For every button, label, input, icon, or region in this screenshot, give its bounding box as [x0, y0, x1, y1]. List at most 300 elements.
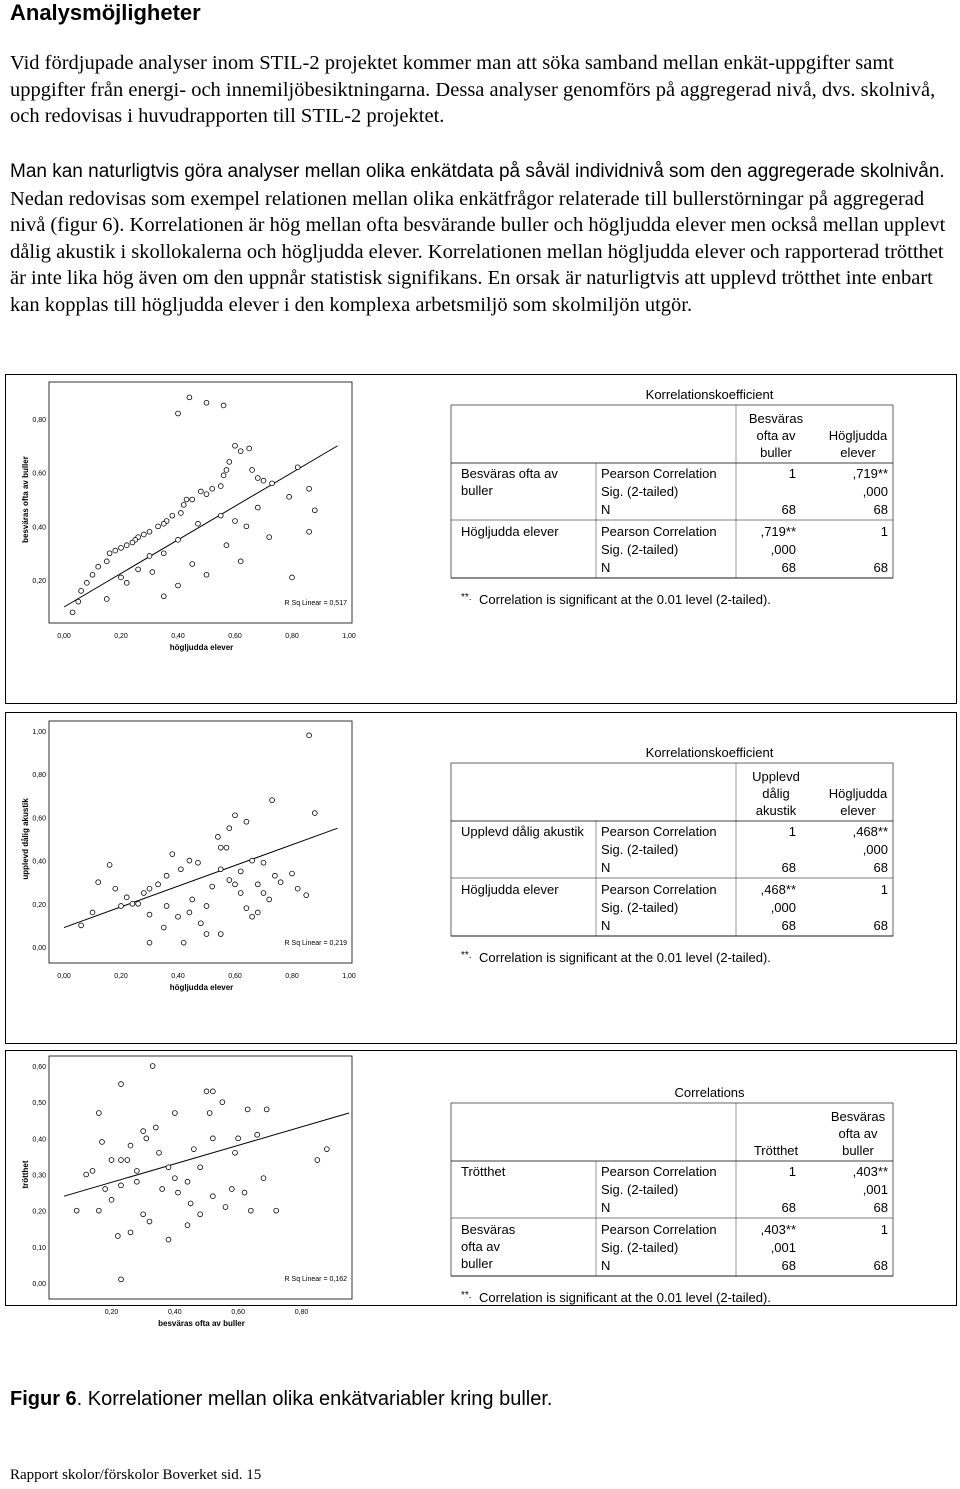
- stat-label: Sig. (2-tailed): [601, 1182, 679, 1197]
- data-point: [187, 395, 192, 400]
- y-axis-title: trötthet: [21, 1160, 30, 1189]
- stat-label: Pearson Correlation: [601, 882, 717, 897]
- column-header: elever: [840, 445, 876, 460]
- data-point: [153, 1125, 158, 1130]
- section-heading: Analysmöjligheter: [10, 0, 201, 25]
- column-header: ofta av: [756, 428, 796, 443]
- x-tick-label: 0,40: [171, 973, 185, 980]
- y-tick-label: 0,20: [32, 1208, 46, 1216]
- data-point: [278, 880, 283, 885]
- data-point: [204, 400, 209, 405]
- intro-paragraph: Vid fördjupade analyser inom STIL-2 projektet kommer man att söka samband mellan enkät-uppgifter samt uppgifter från energi- och innemiljöbesiktningarna. Dessa analyser genomförs på aggregerad nivå, dvs. skolnivå, och redovisas i huvudrapporten till STIL-2 projektet.: [10, 52, 936, 127]
- data-point: [176, 1190, 181, 1195]
- data-point: [198, 1165, 203, 1170]
- y-tick-label: 0,00: [32, 945, 46, 952]
- cell-value: ,403**: [852, 1164, 888, 1179]
- data-point: [307, 529, 312, 534]
- fit-line: [64, 1113, 349, 1196]
- data-point: [109, 1197, 114, 1202]
- figure-svg-1: [6, 375, 956, 703]
- cell-value: 1: [788, 824, 796, 839]
- data-point: [190, 562, 195, 567]
- data-point: [307, 733, 312, 738]
- y-tick-label: 0,50: [32, 1100, 46, 1108]
- data-point: [164, 873, 169, 878]
- data-point: [244, 524, 249, 529]
- cell-value: ,468**: [852, 824, 888, 839]
- stat-label: Sig. (2-tailed): [601, 900, 679, 915]
- y-tick-label: 0,30: [32, 1172, 46, 1180]
- data-point: [79, 588, 84, 593]
- data-point: [221, 473, 226, 478]
- stat-label: Pearson Correlation: [601, 1222, 717, 1237]
- data-point: [267, 897, 272, 902]
- stat-label: Pearson Correlation: [601, 1164, 717, 1179]
- stat-label: Pearson Correlation: [601, 466, 717, 481]
- data-point: [210, 486, 215, 491]
- data-point: [238, 891, 243, 896]
- data-point: [124, 543, 129, 548]
- data-point: [250, 858, 255, 863]
- data-point: [227, 878, 232, 883]
- data-point: [136, 567, 141, 572]
- table-title: Korrelationskoefficient: [645, 745, 774, 760]
- data-point: [172, 1176, 177, 1181]
- data-point: [233, 1150, 238, 1155]
- data-point: [245, 1107, 250, 1112]
- data-point: [210, 884, 215, 889]
- stat-label: N: [601, 502, 611, 517]
- data-point: [218, 867, 223, 872]
- x-tick-label: 0,20: [114, 633, 128, 640]
- data-point: [261, 891, 266, 896]
- data-point: [220, 1100, 225, 1105]
- figure-svg-3: [6, 1051, 956, 1328]
- cell-value: ,403**: [760, 1222, 796, 1237]
- data-point: [185, 1179, 190, 1184]
- data-point: [156, 524, 161, 529]
- data-point: [233, 443, 238, 448]
- data-point: [134, 1179, 139, 1184]
- data-point: [147, 1219, 152, 1224]
- y-tick-label: 0,60: [32, 1064, 46, 1071]
- y-tick-label: 0,80: [32, 416, 46, 424]
- data-point: [119, 545, 124, 550]
- data-point: [216, 834, 221, 839]
- data-point: [125, 1158, 130, 1163]
- table-title: Correlations: [674, 1085, 745, 1100]
- data-point: [166, 1165, 171, 1170]
- footnote: Correlation is significant at the 0.01 level (2-tailed).: [479, 950, 771, 965]
- data-point: [223, 1205, 228, 1210]
- cell-value: ,719**: [760, 524, 796, 539]
- data-point: [170, 513, 175, 518]
- stat-label: N: [601, 860, 611, 875]
- y-axis-title: besväras ofta av buller: [21, 456, 30, 543]
- data-point: [76, 599, 81, 604]
- cell-value: ,000: [770, 900, 796, 915]
- data-point: [250, 914, 255, 919]
- column-header: Högljudda: [828, 428, 888, 443]
- data-point: [70, 610, 75, 615]
- cell-value: ,468**: [760, 882, 796, 897]
- data-point: [74, 1208, 79, 1213]
- data-point: [164, 904, 169, 909]
- analysis-paragraph-body: Nedan redovisas som exempel relationen mellan olika enkätfrågor relaterade till bullerstörningar på aggregerad nivå (figur 6). Korrelationen är hög mellan ofta besvärande buller och högljudda elever men också mellan upplevt dålig akustik i skollokalerna och högljudda elever. Korrelationen mellan högljudda elever och rapporterad trötthet är inte lika hög även om den uppnår statistisk signifikans. En orsak är naturligtvis att upplevd trötthet inte enbart kan kopplas till högljudda elever i den komplexa arbetsmiljö som skolmiljön utgör.: [10, 187, 946, 316]
- data-point: [119, 1158, 124, 1163]
- y-tick-label: 0,40: [32, 858, 46, 866]
- data-point: [204, 1089, 209, 1094]
- data-point: [181, 940, 186, 945]
- cell-value: 68: [781, 860, 796, 875]
- data-point: [238, 559, 243, 564]
- row-label: Upplevd dålig akustik: [461, 824, 584, 839]
- row-label: buller: [461, 1256, 493, 1271]
- stat-label: Sig. (2-tailed): [601, 842, 679, 857]
- data-point: [90, 910, 95, 915]
- cell-value: 1: [880, 882, 888, 897]
- data-point: [312, 811, 317, 816]
- row-label: Högljudda elever: [461, 524, 559, 539]
- r-squared-label: R Sq Linear = 0,517: [284, 600, 347, 607]
- data-point: [79, 923, 84, 928]
- cell-value: 1: [880, 524, 888, 539]
- figure-panel-3: [5, 1050, 957, 1328]
- data-point: [236, 1136, 241, 1141]
- data-point: [255, 1132, 260, 1137]
- data-point: [274, 1208, 279, 1213]
- x-axis-title: högljudda elever: [169, 983, 234, 992]
- data-point: [227, 826, 232, 831]
- data-point: [109, 1158, 114, 1163]
- data-point: [90, 572, 95, 577]
- row-label: ofta av: [461, 1239, 501, 1254]
- data-point: [176, 914, 181, 919]
- data-point: [134, 1168, 139, 1173]
- data-point: [210, 1194, 215, 1199]
- data-point: [187, 910, 192, 915]
- data-point: [267, 535, 272, 540]
- data-point: [255, 476, 260, 481]
- data-point: [104, 559, 109, 564]
- row-label: buller: [461, 483, 493, 498]
- row-label: Trötthet: [461, 1164, 506, 1179]
- column-header: Trötthet: [753, 1143, 799, 1158]
- cell-value: 68: [873, 1200, 888, 1215]
- column-header: Besväras: [830, 1109, 886, 1124]
- y-tick-label: 0,40: [32, 1136, 46, 1144]
- data-point: [176, 537, 181, 542]
- correlation-table-1: [451, 387, 893, 607]
- data-point: [96, 1208, 101, 1213]
- data-point: [312, 508, 317, 513]
- data-point: [207, 1111, 212, 1116]
- cell-value: ,000: [862, 484, 888, 499]
- x-tick-label: 0,20: [104, 1309, 119, 1316]
- data-point: [290, 871, 295, 876]
- data-point: [224, 468, 229, 473]
- data-point: [147, 912, 152, 917]
- data-point: [233, 519, 238, 524]
- data-point: [161, 925, 166, 930]
- y-tick-label: 0,60: [32, 470, 46, 478]
- footnote-mark: **.: [461, 1290, 472, 1301]
- data-point: [181, 502, 186, 507]
- cell-value: 68: [873, 918, 888, 933]
- data-point: [290, 575, 295, 580]
- data-point: [190, 897, 195, 902]
- figure-panel-1: [5, 374, 957, 704]
- footnote: Correlation is significant at the 0.01 level (2-tailed).: [479, 1290, 771, 1305]
- plot-frame: [49, 382, 352, 623]
- data-point: [107, 551, 112, 556]
- data-point: [141, 1129, 146, 1134]
- data-point: [244, 819, 249, 824]
- data-point: [198, 1212, 203, 1217]
- data-point: [90, 1168, 95, 1173]
- data-point: [96, 564, 101, 569]
- data-point: [196, 860, 201, 865]
- stat-label: Sig. (2-tailed): [601, 484, 679, 499]
- column-header: akustik: [755, 803, 797, 818]
- y-tick-label: 0,80: [32, 772, 46, 780]
- cell-value: 68: [781, 502, 796, 517]
- data-point: [221, 403, 226, 408]
- figure-caption-text: . Korrelationer mellan olika enkätvariabler kring buller.: [76, 1388, 553, 1410]
- cell-value: 68: [873, 1258, 888, 1273]
- column-header: elever: [840, 803, 876, 818]
- data-point: [227, 459, 232, 464]
- x-axis-title: besväras ofta av buller: [158, 1319, 245, 1328]
- x-tick-label: 0,60: [228, 633, 242, 640]
- data-point: [187, 858, 192, 863]
- x-tick-label: 0,40: [171, 633, 185, 640]
- data-point: [104, 597, 109, 602]
- data-point: [84, 580, 89, 585]
- data-point: [270, 798, 275, 803]
- data-point: [161, 594, 166, 599]
- data-point: [229, 1187, 234, 1192]
- stat-label: Pearson Correlation: [601, 824, 717, 839]
- y-tick-label: 0,60: [32, 815, 46, 823]
- x-tick-label: 0,40: [168, 1309, 182, 1316]
- scatter-plot-2: [21, 721, 356, 992]
- data-point: [204, 572, 209, 577]
- data-point: [273, 873, 278, 878]
- cell-value: ,001: [862, 1182, 888, 1197]
- scatter-plot-3: [21, 1056, 352, 1328]
- data-point: [198, 489, 203, 494]
- data-point: [255, 910, 260, 915]
- data-point: [147, 940, 152, 945]
- r-squared-label: R Sq Linear = 0,162: [284, 1276, 347, 1283]
- cell-value: 68: [781, 560, 796, 575]
- data-point: [233, 882, 238, 887]
- x-tick-label: 0,20: [114, 973, 128, 980]
- data-point: [218, 513, 223, 518]
- stat-label: N: [601, 560, 611, 575]
- stat-label: Pearson Correlation: [601, 524, 717, 539]
- data-point: [210, 1136, 215, 1141]
- data-point: [156, 882, 161, 887]
- figure-svg-2: [6, 713, 956, 1043]
- data-point: [238, 869, 243, 874]
- data-point: [261, 860, 266, 865]
- data-point: [161, 551, 166, 556]
- data-point: [170, 852, 175, 857]
- cell-value: 68: [781, 1200, 796, 1215]
- data-point: [176, 411, 181, 416]
- x-tick-label: 0,60: [231, 1309, 245, 1316]
- data-point: [270, 481, 275, 486]
- data-point: [141, 1212, 146, 1217]
- data-point: [218, 845, 223, 850]
- stat-label: Sig. (2-tailed): [601, 1240, 679, 1255]
- footnote-mark: **.: [461, 592, 472, 603]
- data-point: [287, 494, 292, 499]
- data-point: [130, 901, 135, 906]
- data-point: [119, 1277, 124, 1282]
- column-header: dålig: [762, 786, 790, 801]
- data-point: [198, 921, 203, 926]
- x-tick-label: 0,80: [285, 973, 299, 980]
- data-point: [115, 1234, 120, 1239]
- data-point: [184, 497, 189, 502]
- data-point: [161, 521, 166, 526]
- data-point: [141, 891, 146, 896]
- data-point: [248, 1208, 253, 1213]
- x-tick-label: 0,80: [285, 633, 299, 640]
- data-point: [304, 893, 309, 898]
- data-point: [96, 1111, 101, 1116]
- correlation-table-2: [451, 745, 893, 965]
- data-point: [128, 1143, 133, 1148]
- data-point: [261, 1176, 266, 1181]
- data-point: [247, 446, 252, 451]
- cell-value: 68: [873, 560, 888, 575]
- column-header: Högljudda: [828, 786, 888, 801]
- x-axis-title: högljudda elever: [169, 643, 234, 652]
- y-tick-label: 0,00: [32, 1281, 46, 1288]
- data-point: [255, 882, 260, 887]
- data-point: [119, 1183, 124, 1188]
- data-point: [119, 575, 124, 580]
- data-point: [147, 886, 152, 891]
- stat-label: N: [601, 918, 611, 933]
- cell-value: 68: [873, 860, 888, 875]
- x-tick-label: 0,00: [57, 633, 71, 640]
- data-point: [242, 1190, 247, 1195]
- row-label: Högljudda elever: [461, 882, 559, 897]
- data-point: [136, 901, 141, 906]
- cell-value: 1: [788, 1164, 796, 1179]
- data-point: [100, 1140, 105, 1145]
- data-point: [124, 580, 129, 585]
- column-header: Besväras: [748, 411, 804, 426]
- data-point: [103, 1187, 108, 1192]
- cell-value: 68: [781, 918, 796, 933]
- data-point: [324, 1147, 329, 1152]
- cell-value: 68: [781, 1258, 796, 1273]
- data-point: [264, 1107, 269, 1112]
- data-point: [250, 468, 255, 473]
- data-point: [147, 554, 152, 559]
- data-point: [128, 1230, 133, 1235]
- data-point: [178, 511, 183, 516]
- data-point: [150, 570, 155, 575]
- data-point: [196, 521, 201, 526]
- x-tick-label: 0,60: [228, 973, 242, 980]
- figure-panel-2: [5, 712, 957, 1044]
- data-point: [224, 845, 229, 850]
- table-title: Korrelationskoefficient: [645, 387, 774, 402]
- correlation-table-3: [451, 1085, 893, 1305]
- data-point: [204, 932, 209, 937]
- analysis-paragraph: [10, 158, 950, 318]
- data-point: [295, 465, 300, 470]
- row-label: Besväras ofta av: [461, 466, 558, 481]
- cell-value: ,719**: [852, 466, 888, 481]
- data-point: [107, 863, 112, 868]
- data-point: [224, 543, 229, 548]
- stat-label: N: [601, 1258, 611, 1273]
- plot-frame: [49, 1056, 352, 1299]
- data-point: [176, 583, 181, 588]
- stat-label: N: [601, 1200, 611, 1215]
- data-point: [124, 895, 129, 900]
- data-point: [119, 1082, 124, 1087]
- data-point: [191, 1147, 196, 1152]
- cell-value: ,001: [770, 1240, 796, 1255]
- footnote: Correlation is significant at the 0.01 level (2-tailed).: [479, 592, 771, 607]
- figure-caption-label: Figur 6: [10, 1388, 77, 1410]
- data-point: [96, 880, 101, 885]
- fit-line: [64, 446, 338, 607]
- data-point: [233, 813, 238, 818]
- column-header: buller: [760, 445, 792, 460]
- row-label: Besväras: [461, 1222, 516, 1237]
- y-tick-label: 1,00: [32, 729, 46, 736]
- data-point: [188, 1201, 193, 1206]
- data-point: [295, 886, 300, 891]
- y-tick-label: 0,20: [32, 901, 46, 909]
- footnote-mark: **.: [461, 950, 472, 961]
- x-tick-label: 1,00: [342, 973, 356, 980]
- data-point: [150, 1064, 155, 1069]
- data-point: [157, 1150, 162, 1155]
- y-tick-label: 0,40: [32, 524, 46, 532]
- data-point: [166, 1237, 171, 1242]
- data-point: [172, 1111, 177, 1116]
- x-tick-label: 1,00: [342, 633, 356, 640]
- cell-value: ,000: [770, 542, 796, 557]
- page-footer: Rapport skolor/förskolor Boverket sid. 15: [10, 1467, 262, 1483]
- r-squared-label: R Sq Linear = 0,219: [284, 940, 347, 947]
- data-point: [113, 886, 118, 891]
- data-point: [244, 906, 249, 911]
- data-point: [261, 478, 266, 483]
- data-point: [185, 1223, 190, 1228]
- x-tick-label: 0,00: [57, 973, 71, 980]
- y-axis-title: upplevd dålig akustik: [21, 798, 30, 880]
- cell-value: ,000: [862, 842, 888, 857]
- data-point: [238, 449, 243, 454]
- analysis-paragraph-lead: Man kan naturligtvis göra analyser mellan olika enkätdata på såväl individnivå som den aggregerade skolnivån.: [10, 161, 945, 182]
- data-point: [119, 904, 124, 909]
- data-point: [190, 497, 195, 502]
- data-point: [204, 904, 209, 909]
- data-point: [178, 867, 183, 872]
